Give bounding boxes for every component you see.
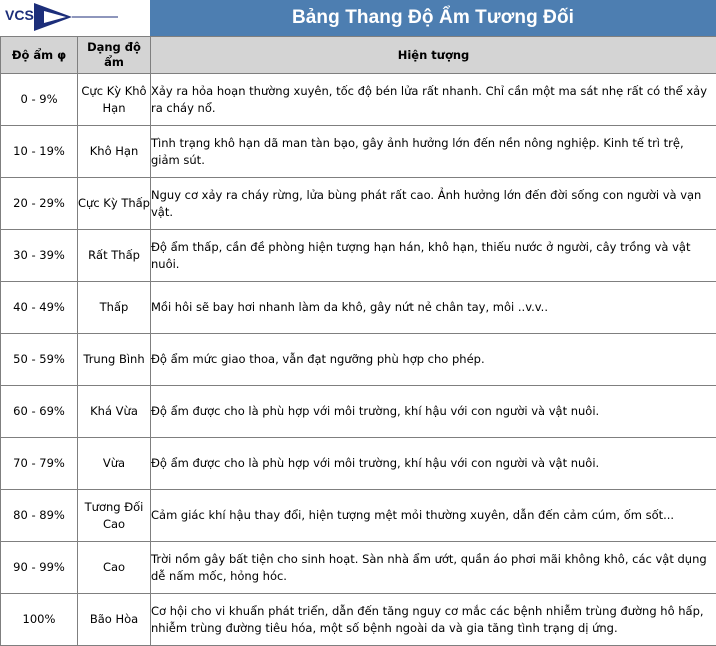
phenomenon-cell: Độ ẩm được cho là phù hợp với môi trường, khí hậu với con người và vật nuôi. [151, 386, 716, 438]
phenomenon-cell: Mồi hôi sẽ bay hơi nhanh làm da khô, gây nứt nẻ chân tay, môi ..v.v.. [151, 282, 716, 334]
table-row [1, 386, 716, 438]
table-row [1, 74, 716, 126]
column-header-humidity: Độ ẩm φ [1, 37, 78, 74]
table-row [1, 282, 716, 334]
humidity-type-cell: Cao [78, 542, 151, 594]
humidity-range-cell: 0 - 9% [1, 74, 78, 126]
humidity-type-cell: Khô Hạn [78, 126, 151, 178]
humidity-range-cell: 90 - 99% [1, 542, 78, 594]
humidity-range-cell: 50 - 59% [1, 334, 78, 386]
table-row [1, 334, 716, 386]
table-row [1, 178, 716, 230]
vcs-logo-graphic [0, 0, 150, 36]
title-bar [0, 0, 716, 36]
humidity-type-cell: Khá Vừa [78, 386, 151, 438]
phenomenon-cell: Cơ hội cho vi khuẩn phát triển, dẫn đến tăng nguy cơ mắc các bệnh nhiễm trùng đường hô hấp, nhiễm trùng đường tiêu hóa, một số bệnh ngoài da và gia tăng tình trạng dị ứng. [151, 594, 716, 646]
table-row [1, 230, 716, 282]
humidity-table [0, 36, 716, 646]
column-header-type: Dạng độ ẩm [78, 37, 151, 74]
humidity-type-cell: Cực Kỳ Khô Hạn [78, 74, 151, 126]
phenomenon-cell: Độ ẩm được cho là phù hợp với môi trường, khí hậu với con người và vật nuôi. [151, 438, 716, 490]
humidity-range-cell: 100% [1, 594, 78, 646]
table-row [1, 490, 716, 542]
humidity-type-cell: Vừa [78, 438, 151, 490]
phenomenon-cell: Trời nồm gây bất tiện cho sinh hoạt. Sàn nhà ẩm ướt, quần áo phơi mãi không khô, các vật dụng dễ nấm mốc, hỏng hóc. [151, 542, 716, 594]
phenomenon-cell: Độ ẩm mức giao thoa, vẫn đạt ngưỡng phù hợp cho phép. [151, 334, 716, 386]
humidity-range-cell: 80 - 89% [1, 490, 78, 542]
humidity-range-cell: 20 - 29% [1, 178, 78, 230]
humidity-type-cell: Bão Hòa [78, 594, 151, 646]
table-row [1, 594, 716, 646]
humidity-type-cell: Tương Đối Cao [78, 490, 151, 542]
phenomenon-cell: Độ ẩm thấp, cần đề phòng hiện tượng hạn hán, khô hạn, thiếu nước ở người, cây trồng và vật nuôi. [151, 230, 716, 282]
humidity-range-cell: 60 - 69% [1, 386, 78, 438]
logo-text: VCS [5, 7, 34, 23]
humidity-type-cell: Cực Kỳ Thấp [78, 178, 151, 230]
humidity-range-cell: 40 - 49% [1, 282, 78, 334]
humidity-type-cell: Rất Thấp [78, 230, 151, 282]
humidity-range-cell: 30 - 39% [1, 230, 78, 282]
humidity-range-cell: 10 - 19% [1, 126, 78, 178]
phenomenon-cell: Nguy cơ xảy ra cháy rừng, lửa bùng phát rất cao. Ảnh hưởng lớn đến đời sống con người và vạn vật. [151, 178, 716, 230]
vcs-logo [0, 0, 150, 36]
phenomenon-cell: Xảy ra hỏa hoạn thường xuyên, tốc độ bén lửa rất nhanh. Chỉ cần một ma sát nhẹ rất có thể xảy ra cháy nổ. [151, 74, 716, 126]
table-row [1, 438, 716, 490]
humidity-type-cell: Trung Bình [78, 334, 151, 386]
page-title: Bảng Thang Độ Ẩm Tương Đối [150, 0, 716, 36]
table-row [1, 542, 716, 594]
phenomenon-cell: Cảm giác khí hậu thay đổi, hiện tượng mệt mỏi thường xuyên, dẫn đến cảm cúm, ốm sốt... [151, 490, 716, 542]
humidity-range-cell: 70 - 79% [1, 438, 78, 490]
column-header-phenomenon: Hiện tượng [151, 37, 716, 74]
table-row [1, 126, 716, 178]
phenomenon-cell: Tình trạng khô hạn dã man tàn bạo, gây ảnh hưởng lớn đến nền nông nghiệp. Kinh tế trì trệ, giảm sút. [151, 126, 716, 178]
table-header-row [1, 37, 716, 74]
humidity-type-cell: Thấp [78, 282, 151, 334]
